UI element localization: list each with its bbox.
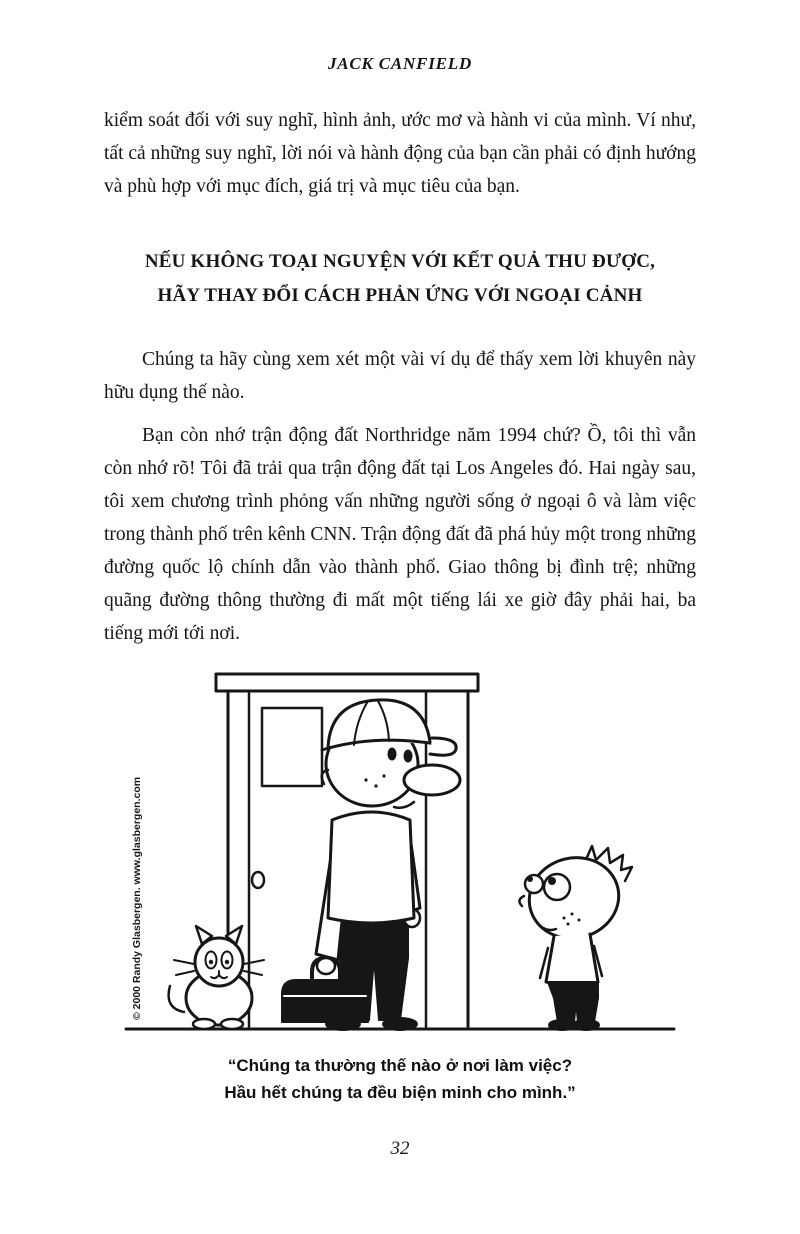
cartoon-man [282, 700, 460, 1030]
door-panel [262, 708, 322, 786]
boy-nose [519, 896, 524, 906]
boy-eye-right [544, 874, 570, 900]
man-cap-brim [430, 738, 456, 755]
paragraph-1: kiểm soát đối với suy nghĩ, hình ảnh, ước mơ và hành vi của mình. Ví như, tất cả những suy nghĩ, lời nói và hành động của bạn cần phải có định hướng và phù hợp với mục đích, giá trị và mục tiêu của bạn. [104, 110, 696, 197]
cartoon-figure [0, 668, 800, 1106]
boy-pants [548, 982, 598, 1022]
boy-shoe-left [549, 1020, 575, 1030]
cartoon-caption-line1: “Chúng ta thường thế nào ở nơi làm việc? [227, 1056, 573, 1075]
cartoon-caption-line2: Hầu hết chúng ta đều biện minh cho mình.” [224, 1083, 576, 1102]
man-freckle-2 [374, 784, 377, 787]
boy-shoe-right [573, 1020, 599, 1030]
man-mouth [394, 802, 414, 808]
section-heading-line1: NẾU KHÔNG TOẠI NGUYỆN VỚI KẾT QUẢ THU ĐƯỢC, [144, 251, 656, 272]
man-eye-right [404, 750, 413, 763]
section-heading-line2: HÃY THAY ĐỔI CÁCH PHẢN ỨNG VỚI NGOẠI CẢNH [157, 285, 643, 306]
man-nose [404, 765, 460, 795]
man-hand-left [317, 958, 335, 974]
man-shirt [328, 812, 414, 923]
cartoon-illustration [116, 668, 684, 1040]
cartoon-caption [0, 1052, 800, 1106]
paragraph-2: Chúng ta hãy cùng xem xét một vài ví dụ để thấy xem lời khuyên này hữu dụng thế nào. [104, 349, 696, 403]
door-lintel [216, 674, 478, 691]
man-freckle-1 [364, 778, 367, 781]
boy-shirt [546, 934, 598, 986]
man-eye-left [388, 748, 397, 761]
man-shoe-right [383, 1018, 417, 1030]
running-header: JACK CANFIELD [327, 54, 473, 73]
cartoon-boy [519, 846, 632, 1030]
lunchbox [282, 980, 368, 1022]
paragraph-3: Bạn còn nhớ trận động đất Northridge năm 1994 chứ? Ồ, tôi thì vẫn còn nhớ rõ! Tôi đã trải qua trận động đất tại Los Angeles đó. Hai ngày sau, tôi xem chương trình phỏng vấn những người sống ở ngoại ô và làm việc trong thành phố trên kênh CNN. Trận động đất đã phá hủy một trong những đường quốc lộ chính dẫn vào thành phố. Giao thông bị đình trệ; những quãng đường thông thường đi mất một tiếng lái xe giờ đây phải hai, ba tiếng mới tới nơi. [104, 425, 696, 644]
cartoon-credit: © 2000 Randy Glasbergen. www.glasbergen.com [131, 776, 143, 1020]
cat-paw-left [193, 1019, 215, 1029]
section-heading [96, 245, 704, 313]
cat-head [195, 938, 243, 986]
man-freckle-3 [382, 774, 385, 777]
page-number: 32 [390, 1138, 410, 1159]
cat-tail [169, 986, 184, 1012]
cat-paw-right [221, 1019, 243, 1029]
door-knob [252, 872, 264, 888]
